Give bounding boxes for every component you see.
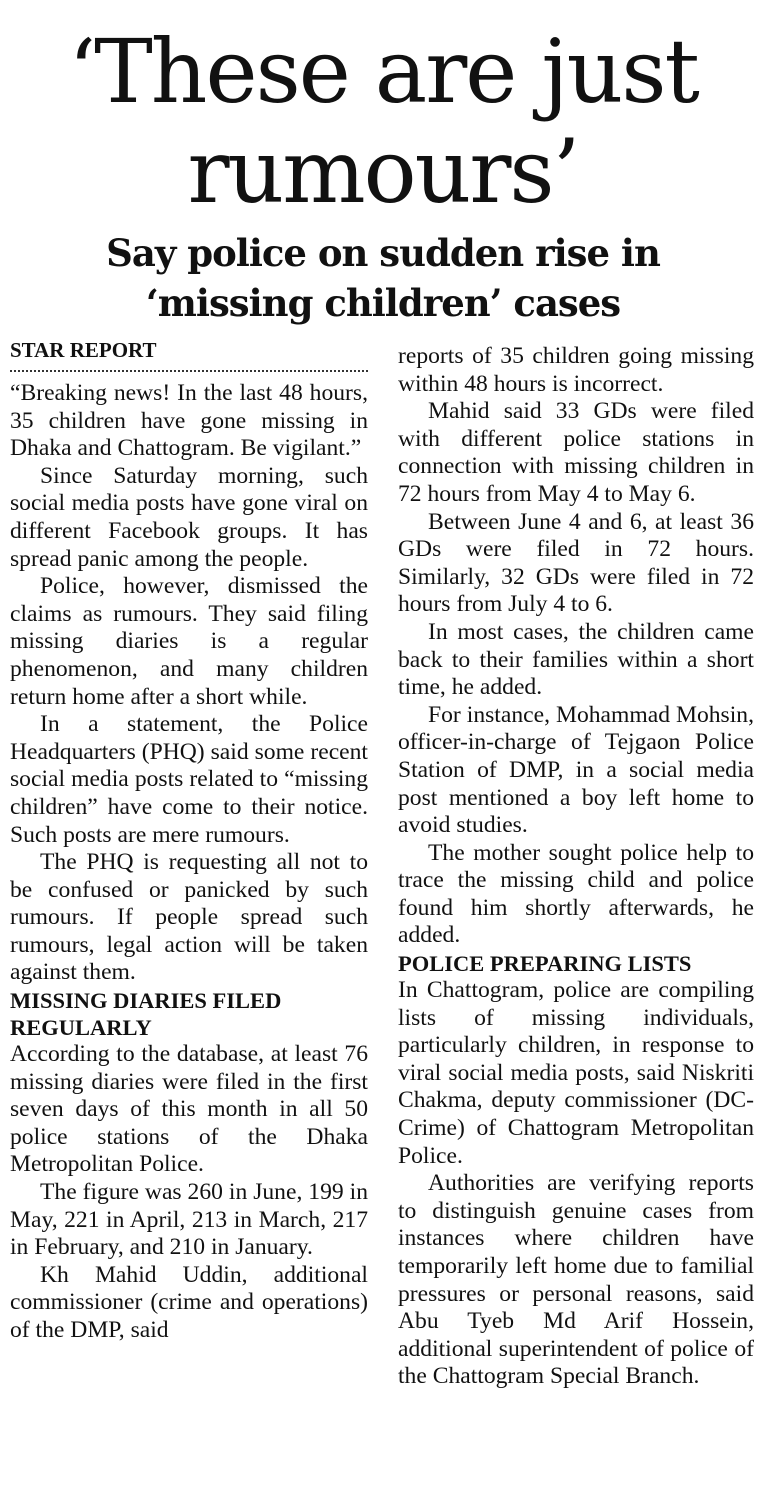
- headline-line-1: ‘These are just: [68, 20, 698, 123]
- paragraph: reports of 35 children going missing within 48 hours is incorrect.: [398, 343, 754, 397]
- paragraph: In Chattogram, police are compiling lists of missing individuals, particularly children, in response to viral social media posts, said Niskriti Chakma, deputy commissioner (DC-Crime) of Chattogram Metropolitan Police.: [398, 977, 754, 1169]
- paragraph: Kh Mahid Uddin, additional commissioner (crime and operations) of the DMP, said: [10, 1261, 368, 1343]
- subheadline-line-1: Say police on sudden rise in: [106, 231, 660, 275]
- left-column: [10, 338, 368, 1345]
- paragraph: “Breaking news! In the last 48 hours, 35 children have gone missing in Dhaka and Chattogram. Be vigilant.”: [10, 380, 368, 462]
- paragraph: According to the database, at least 76 missing diaries were filed in the first seven days of this month in all 50 police stations of the Dhaka Metropolitan Police.: [10, 1041, 368, 1178]
- subheadline: [0, 228, 766, 328]
- headline-line-2: rumours’: [187, 120, 579, 223]
- paragraph: Mahid said 33 GDs were filed with different police stations in connection with missing children in 72 hours from May 4 to May 6.: [398, 398, 754, 507]
- section-heading-police-lists: POLICE PREPARING LISTS: [398, 951, 692, 977]
- headline: [0, 22, 766, 222]
- paragraph: Between June 4 and 6, at least 36 GDs were filed in 72 hours. Similarly, 32 GDs were filed in 72 hours from July 4 to 6.: [398, 508, 754, 618]
- byline: STAR REPORT: [10, 338, 368, 372]
- paragraph: The figure was 260 in June, 199 in May, 221 in April, 213 in March, 217 in February, and 210 in January.: [10, 1179, 368, 1261]
- paragraph: Since Saturday morning, such social media posts have gone viral on different Facebook groups. It has spread panic among the people.: [10, 462, 368, 572]
- subheadline-line-2: ‘missing children’ cases: [145, 281, 621, 325]
- paragraph: In most cases, the children came back to their families within a short time, he added.: [398, 618, 754, 701]
- paragraph: For instance, Mohammad Mohsin, officer-in-charge of Tejgaon Police Station of DMP, in a social media post mentioned a boy left home to avoid studies.: [398, 701, 754, 839]
- paragraph: In a statement, the Police Headquarters (PHQ) said some recent social media posts related to “missing children” have come to their notice. Such posts are mere rumours.: [10, 711, 368, 848]
- section-heading-missing-diaries: MISSING DIARIES FILED REGULARLY: [10, 988, 282, 1041]
- paragraph: Police, however, dismissed the claims as rumours. They said filing missing diaries is a regular phenomenon, and many children return home after a short while.: [10, 573, 368, 710]
- paragraph: The PHQ is requesting all not to be confused or panicked by such rumours. If people spread such rumours, legal action will be taken against them.: [10, 849, 368, 986]
- paragraph: Authorities are verifying reports to distinguish genuine cases from instances where children have temporarily left home due to familial pressures or personal reasons, said Abu Tyeb Md Arif Hossein, additional superintendent of police of the Chattogram Special Branch.: [398, 1170, 754, 1390]
- right-column: [398, 343, 754, 1391]
- paragraph: The mother sought police help to trace the missing child and police found him shortly afterwards, he added.: [398, 839, 754, 949]
